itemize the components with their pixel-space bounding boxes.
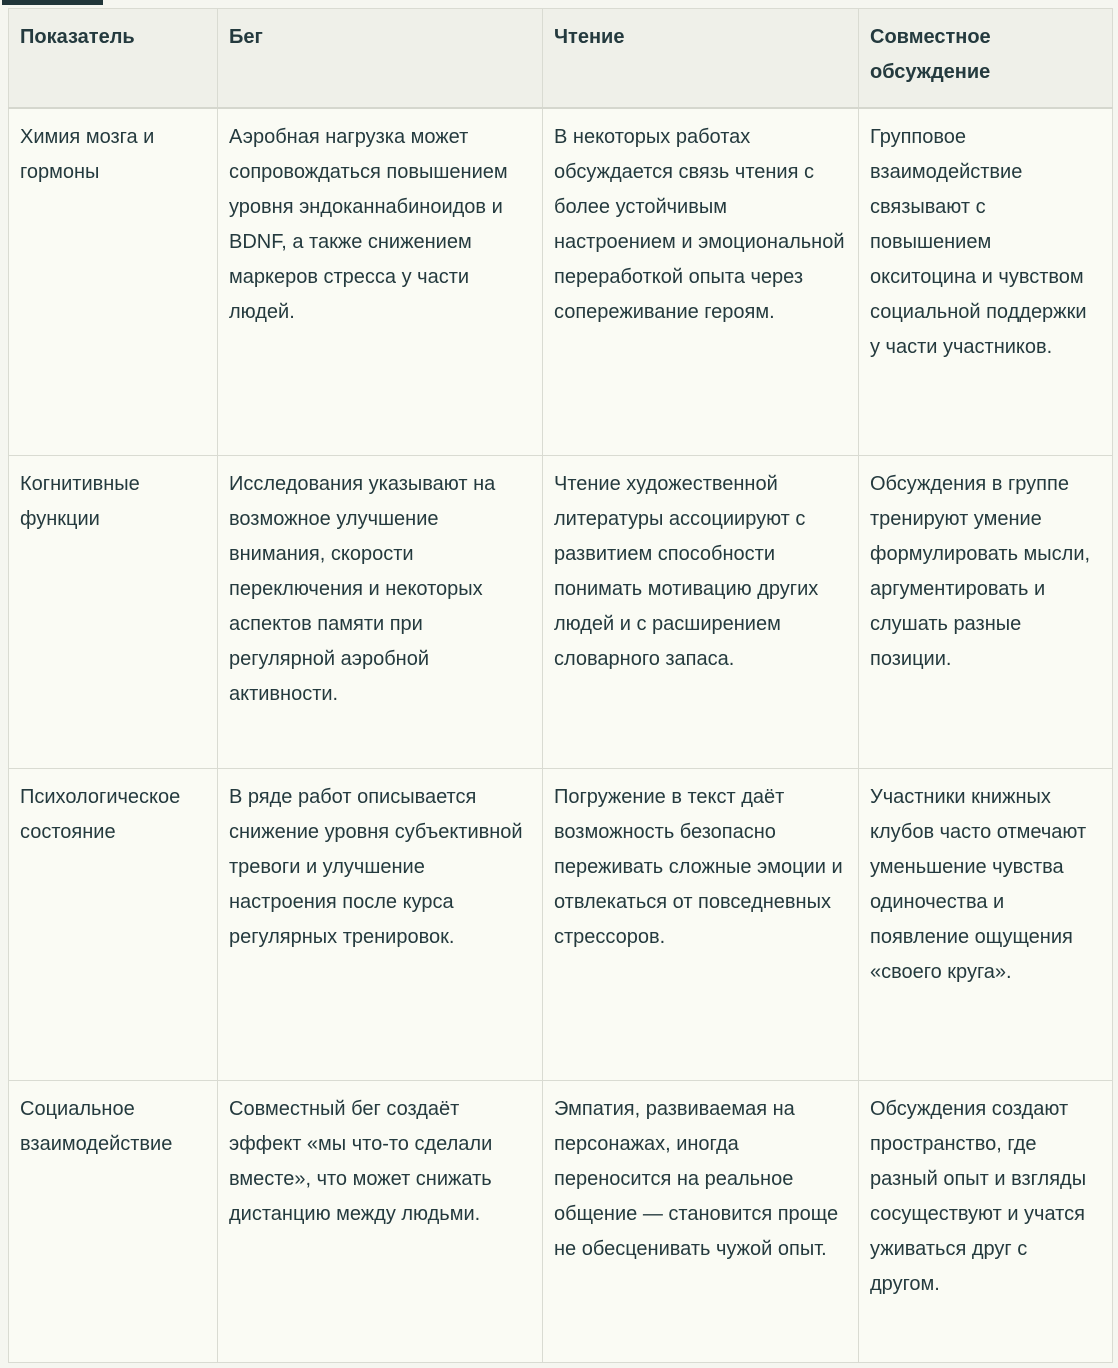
column-header-discussion: Совместное обсуждение xyxy=(859,9,1113,108)
table-cell: В ряде работ описывается снижение уровня субъективной тревоги и улучшение настроения после курса регулярных тренировок. xyxy=(218,769,543,1081)
row-label: Когнитивные функции xyxy=(9,456,218,769)
column-header-running: Бег xyxy=(218,9,543,108)
row-label: Социальное взаимодействие xyxy=(9,1081,218,1363)
top-edge-accent-bar xyxy=(2,0,103,5)
table-cell: Обсуждения в группе тренируют умение формулировать мысли, аргументировать и слушать разные позиции. xyxy=(859,456,1113,769)
table-cell: Участники книжных клубов часто отмечают уменьшение чувства одиночества и появление ощущения «своего круга». xyxy=(859,769,1113,1081)
table-cell: Групповое взаимодействие связывают с повышением окситоцина и чувством социальной поддержки у части участников. xyxy=(859,108,1113,456)
table-cell: Аэробная нагрузка может сопровождаться повышением уровня эндоканнабиноидов и BDNF, а также снижением маркеров стресса у части людей. xyxy=(218,108,543,456)
row-label: Химия мозга и гормоны xyxy=(9,108,218,456)
comparison-table-wrapper xyxy=(8,8,1112,1363)
table-cell: Эмпатия, развиваемая на персонажах, иногда переносится на реальное общение — становится проще не обесценивать чужой опыт. xyxy=(543,1081,859,1363)
column-header-indicator: Показатель xyxy=(9,9,218,108)
table-cell: Чтение художественной литературы ассоциируют с развитием способности понимать мотивацию других людей и с расширением словарного запаса. xyxy=(543,456,859,769)
table-cell: Погружение в текст даёт возможность безопасно переживать сложные эмоции и отвлекаться от повседневных стрессоров. xyxy=(543,769,859,1081)
table-cell: Обсуждения создают пространство, где разный опыт и взгляды сосуществуют и учатся уживаться друг с другом. xyxy=(859,1081,1113,1363)
table-cell: Исследования указывают на возможное улучшение внимания, скорости переключения и некоторых аспектов памяти при регулярной аэробной активности. xyxy=(218,456,543,769)
row-label: Психологическое состояние xyxy=(9,769,218,1081)
table-row-psychological-state xyxy=(9,769,1113,1081)
table-header-row xyxy=(9,9,1113,108)
table-row-cognitive-functions xyxy=(9,456,1113,769)
table-cell: В некоторых работах обсуждается связь чтения с более устойчивым настроением и эмоциональной переработкой опыта через сопереживание героям. xyxy=(543,108,859,456)
table-cell: Совместный бег создаёт эффект «мы что-то сделали вместе», что может снижать дистанцию между людьми. xyxy=(218,1081,543,1363)
comparison-table xyxy=(8,8,1113,1363)
table-row-brain-chemistry xyxy=(9,108,1113,456)
table-row-social-interaction xyxy=(9,1081,1113,1363)
column-header-reading: Чтение xyxy=(543,9,859,108)
